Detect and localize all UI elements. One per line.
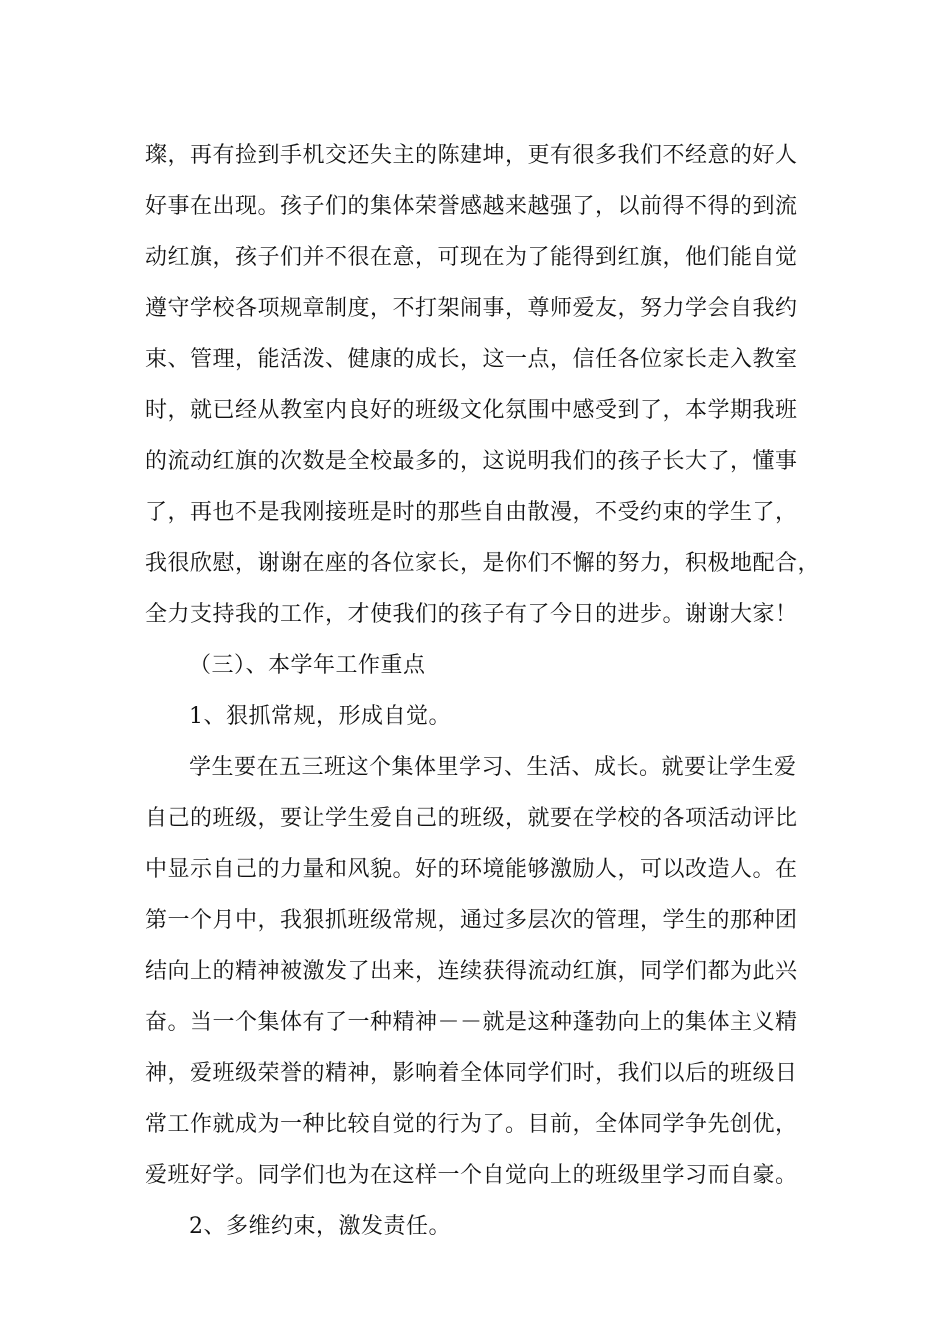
paragraph-line: 常工作就成为一种比较自觉的行为了。目前，全体同学争先创优， xyxy=(145,1112,798,1137)
paragraph-line: 时，就已经从教室内良好的班级文化氛围中感受到了，本学期我班 xyxy=(145,398,798,423)
paragraph-line: 第一个月中，我狠抓班级常规，通过多层次的管理，学生的那种团 xyxy=(145,908,798,933)
subsection-heading: 2、多维约束，激发责任。 xyxy=(189,1214,451,1239)
paragraph-line: 自己的班级，要让学生爱自己的班级，就要在学校的各项活动评比 xyxy=(145,806,798,831)
paragraph-line: 中显示自己的力量和风貌。好的环境能够激励人，可以改造人。在 xyxy=(145,857,798,882)
paragraph-line: 动红旗，孩子们并不很在意，可现在为了能得到红旗，他们能自觉 xyxy=(145,245,798,270)
paragraph-line: 全力支持我的工作，才使我们的孩子有了今日的进步。谢谢大家！ xyxy=(145,602,798,627)
paragraph-line: 神，爱班级荣誉的精神，影响着全体同学们时，我们以后的班级日 xyxy=(145,1061,798,1086)
paragraph-line: 好事在出现。孩子们的集体荣誉感越来越强了，以前得不得的到流 xyxy=(145,194,798,219)
paragraph-line: 的流动红旗的次数是全校最多的，这说明我们的孩子长大了，懂事 xyxy=(145,449,798,474)
paragraph-line: 遵守学校各项规章制度，不打架闹事，尊师爱友，努力学会自我约 xyxy=(145,296,798,321)
section-heading: （三）、本学年工作重点 xyxy=(189,653,426,678)
paragraph-line: 束、管理，能活泼、健康的成长，这一点，信任各位家长走入教室 xyxy=(145,347,798,372)
paragraph-line: 了，再也不是我刚接班是时的那些自由散漫，不受约束的学生了， xyxy=(145,500,798,525)
paragraph-line: 结向上的精神被激发了出来，连续获得流动红旗，同学们都为此兴 xyxy=(145,959,798,984)
subsection-heading: 1、狠抓常规，形成自觉。 xyxy=(189,704,451,729)
paragraph-line: 奋。当一个集体有了一种精神－－就是这种蓬勃向上的集体主义精 xyxy=(145,1010,798,1035)
document-body xyxy=(145,130,821,1252)
paragraph-line: 爱班好学。同学们也为在这样一个自觉向上的班级里学习而自豪。 xyxy=(145,1163,798,1188)
paragraph-line: 我很欣慰，谢谢在座的各位家长，是你们不懈的努力，积极地配合， xyxy=(145,551,821,576)
paragraph-line: 璨，再有捡到手机交还失主的陈建坤，更有很多我们不经意的好人 xyxy=(145,143,798,168)
paragraph-line: 学生要在五三班这个集体里学习、生活、成长。就要让学生爱 xyxy=(189,755,797,780)
